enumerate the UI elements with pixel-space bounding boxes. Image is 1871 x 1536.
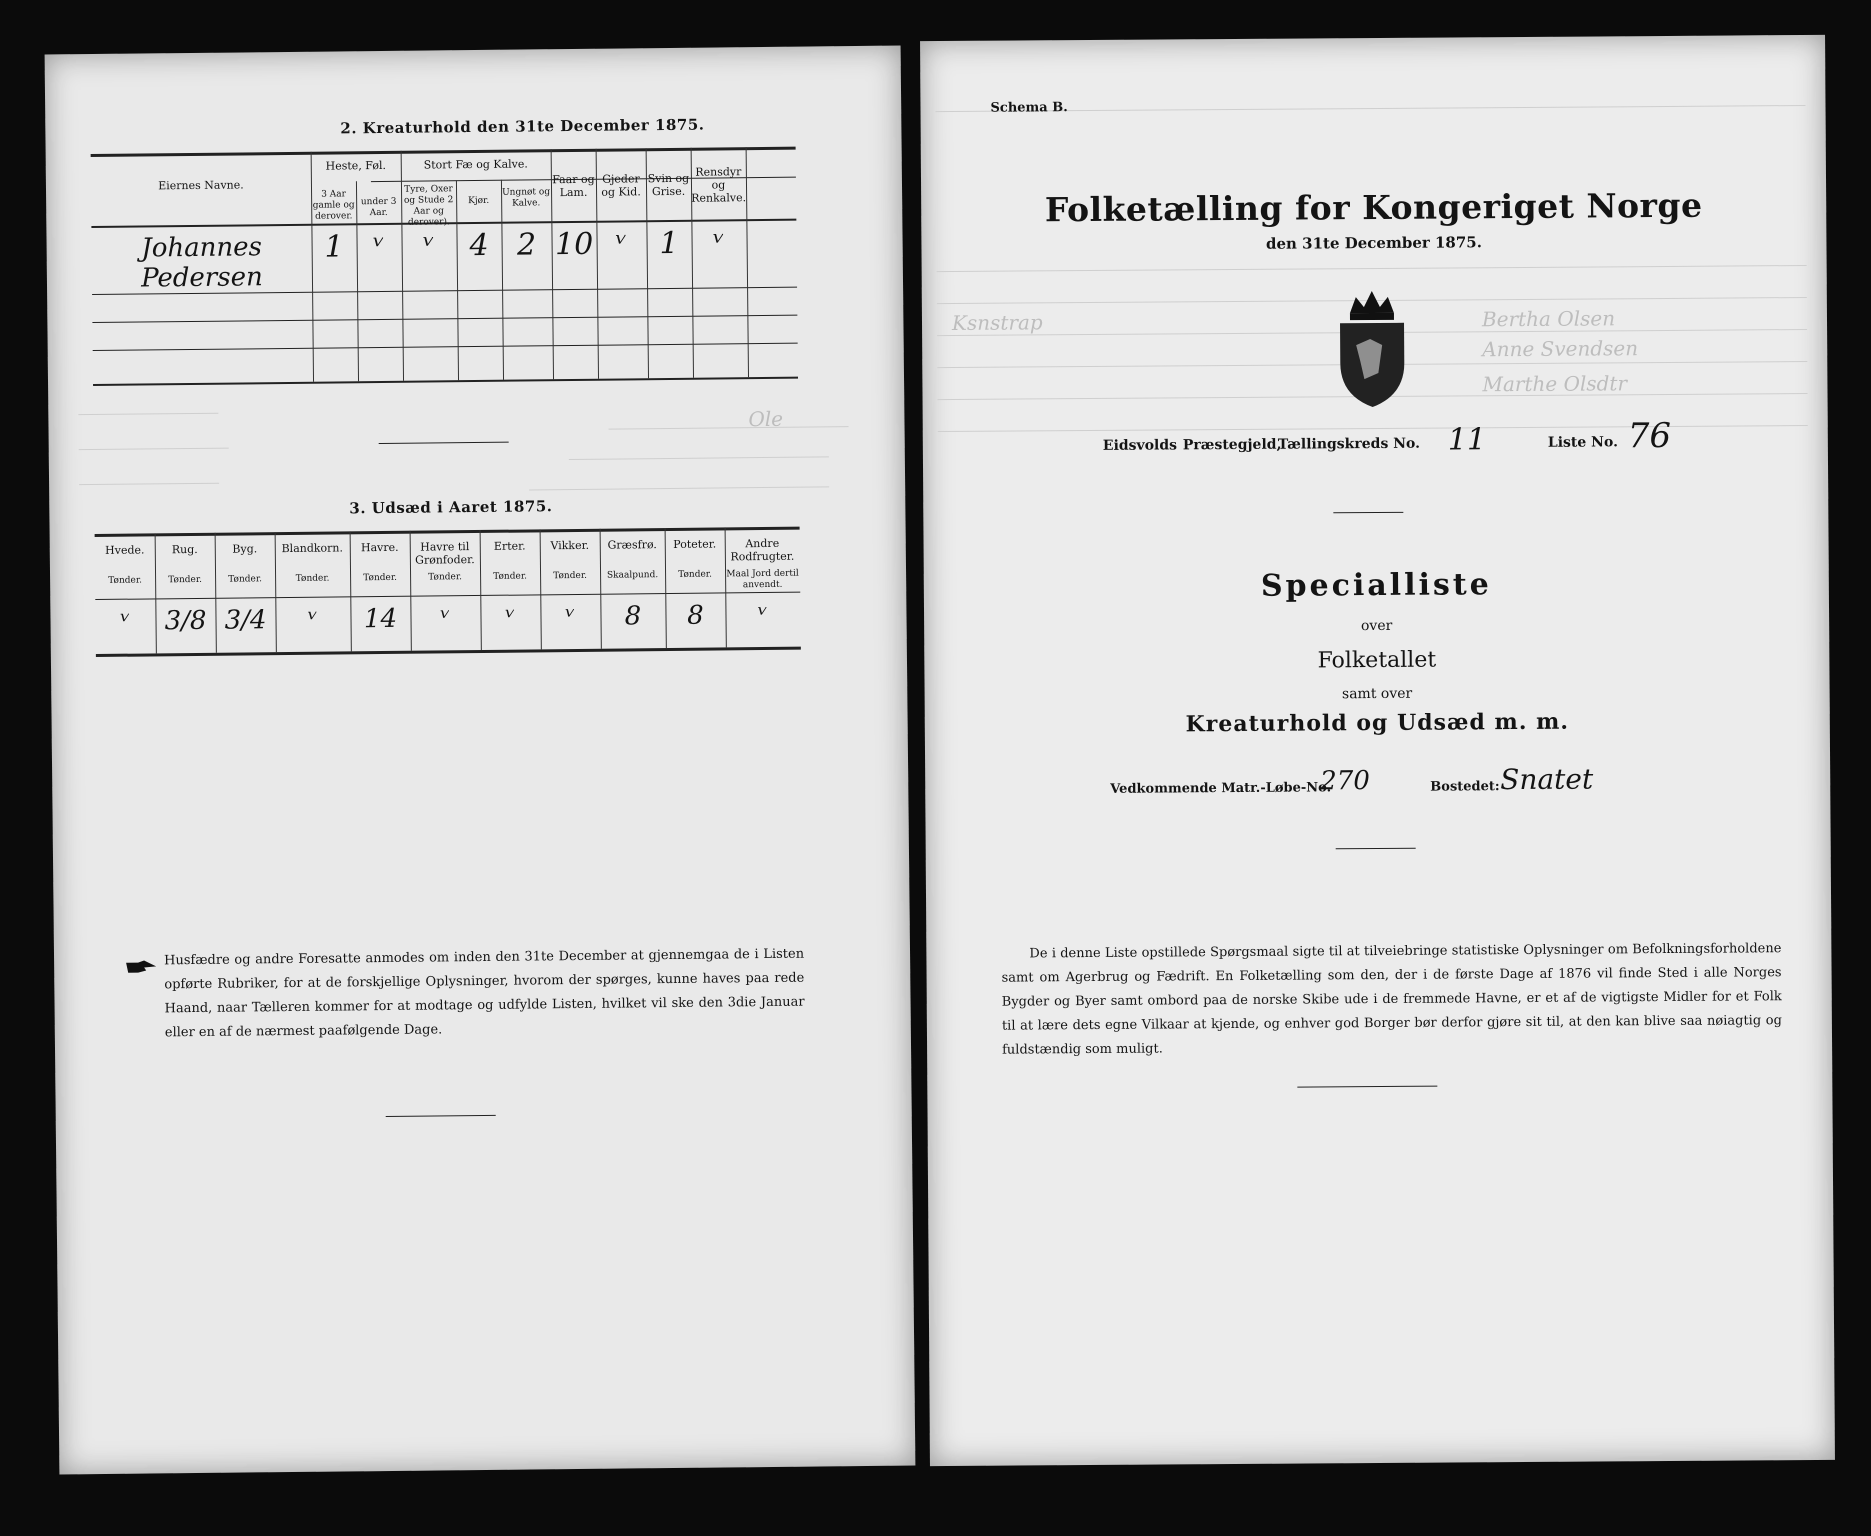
- seed-header-name: Poteter.: [673, 537, 717, 551]
- list-label: Liste No.: [1547, 434, 1618, 451]
- value-cattle-cows: 4: [469, 227, 489, 264]
- seed-value: ᵛ: [120, 606, 131, 637]
- seed-value: 3/4: [224, 605, 267, 636]
- value-horses-3plus: 1: [324, 229, 344, 265]
- seed-header-unit: Tønder.: [428, 572, 463, 583]
- seed-header-unit: Tønder.: [678, 569, 713, 580]
- parish-label: Præstegjeld,: [1182, 436, 1282, 454]
- bosted-label: Bostedet:: [1430, 779, 1500, 795]
- header-cattle-young: Ungnøt og Kalve.: [501, 187, 551, 209]
- seed-header-name: Havre.: [360, 540, 399, 555]
- seed-value: ᵛ: [757, 599, 768, 631]
- main-title: Folketælling for Kongeriget Norge: [1044, 185, 1703, 230]
- district-label: Tællingskreds No.: [1277, 435, 1420, 453]
- folketallet-text: Folketallet: [1317, 647, 1437, 674]
- section3-title: 3. Udsæd i Aaret 1875.: [349, 497, 553, 518]
- left-page: Ole 2. Kreaturhold den 31te December 1875. Eiernes Navne. Heste, Føl. 3 Aar gamle og derover. under 3 Aar. Stort Fæ og Kalve. Tyre, Oxer og Stude 2 Aar og derover). Kjør. Ungnøt og Kalve. Faar og Lam. Gjeder og Kid. Svin og Grise. Rensdyr og Renkalve. Johannes Pedersen 1 ᵛ ᵛ 4 2 10 ᵛ 1 ᵛ 3. Udsæd i Aaret 1875. Hvede. Tønder. ᵛ Rug. Tønder. 3/8 Byg. Tønder. 3/4 Blandkorn. Tønder. ᵛ Havre. Tønder. 14 Havre til Grønfoder. Tønder. ᵛ Erter. Tønder. ᵛ Vikker. Tønder. ᵛ Græsfrø. Skaalpund. 8 Poteter. Tønder. 8 Andre Rodfrugter. Maal Jord dertil anvendt. ᵛ Husfædre og andre Foresatte anmodes om inden den 31te December at gjennemgaa de i Listen opførte Rubriker, for at de forskjellige Oplysninger, hvorom der spørges, kunne haves paa rede Haand, naar Tælleren kommer for at modtage og udfylde Listen, hvilket vil ske den 3die Januar eller en af de nærmest paafølgende Dage.: [45, 46, 916, 1475]
- seed-header-unit: Tønder.: [228, 574, 263, 585]
- over-text: over: [1360, 617, 1393, 635]
- value-horses-under3: ᵛ: [373, 228, 385, 265]
- owner-name: Johannes Pedersen: [140, 232, 263, 294]
- seed-header-unit: Tønder.: [363, 572, 398, 584]
- coat-of-arms-icon: [1322, 283, 1423, 414]
- seed-value: ᵛ: [505, 602, 516, 633]
- header-sheep: Faar og Lam.: [552, 172, 595, 200]
- seed-header-unit: Tønder.: [553, 570, 588, 582]
- value-pigs: 1: [659, 225, 679, 262]
- kreaturhold-text: Kreaturhold og Udsæd m. m.: [1185, 708, 1570, 738]
- value-reindeer: ᵛ: [713, 225, 725, 261]
- seed-header-name: Græsfrø.: [607, 538, 657, 552]
- value-sheep: 10: [554, 226, 594, 263]
- seed-header-name: Blandkorn.: [281, 541, 344, 556]
- bosted-value: Snatet: [1500, 762, 1594, 797]
- pointing-hand-icon: [124, 958, 152, 974]
- seed-header-unit: Skaalpund.: [606, 570, 659, 581]
- list-number: 76: [1627, 415, 1672, 457]
- header-cattle-bulls: Tyre, Oxer og Stude 2 Aar og derover).: [403, 184, 454, 228]
- header-goats: Gjeder og Kid.: [601, 172, 641, 199]
- header-cattle: Stort Fæ og Kalve.: [423, 157, 528, 172]
- district-number: 11: [1447, 422, 1487, 458]
- seed-header-name: Andre Rodfrugter.: [730, 536, 795, 564]
- seed-header-name: Hvede.: [105, 543, 145, 557]
- specialliste-heading: Specialliste: [1260, 567, 1492, 604]
- seed-value: 14: [363, 603, 398, 635]
- matr-number: 270: [1320, 766, 1370, 797]
- seed-value: 3/8: [164, 605, 207, 637]
- matr-label: Vedkommende Matr.-Løbe-No.: [1110, 780, 1332, 797]
- header-cattle-cows: Kjør.: [468, 195, 490, 207]
- value-cattle-bulls: ᵛ: [423, 228, 435, 264]
- header-owner: Eiernes Navne.: [158, 178, 244, 193]
- seed-value: 8: [624, 601, 642, 632]
- footer-text: De i denne Liste opstillede Spørgsmaal sigte til at tilveiebringe statistiske Oplysninger om Befolkningsforholdene samt om Agerbrug og Fædrift. En Folketælling som den, der i de første Dage af 1876 vil finde Sted i alle Norges Bygder og Byer samt ombord paa de norske Skibe ude i de fremmede Havne, er et af de vigtigste Midler for et Folk til at lære dets egne Vilkaar at kjende, og enhver god Borger bør derfor gjøre sit til, at den kan blive saa nøiagtig og fuldstændig som muligt.: [1001, 941, 1782, 1058]
- seed-header-unit: Tønder.: [295, 573, 330, 584]
- header-pigs: Svin og Grise.: [647, 171, 690, 199]
- seed-header-name: Byg.: [232, 542, 258, 556]
- seed-header-unit: Tønder.: [108, 575, 143, 586]
- header-horses-3plus: 3 Aar gamle og derover.: [312, 189, 355, 222]
- notice-text: Husfædre og andre Foresatte anmodes om inden den 31te December at gjennemgaa de i Listen opførte Rubriker, for at de forskjellige Oplysninger, hvorom der spørges, kunne haves paa rede Haand, naar Tælleren kommer for at modtage og udfylde Listen, hvilket vil ske den 3die Januar eller en af de nærmest paafølgende Dage.: [164, 946, 805, 1041]
- seed-header-name: Havre til Grønfoder.: [415, 540, 475, 567]
- header-horses: Heste, Føl.: [325, 158, 387, 173]
- seed-value: 8: [687, 600, 704, 631]
- seed-value: ᵛ: [308, 604, 319, 635]
- seed-header-unit: Tønder.: [168, 574, 203, 586]
- schema-label: Schema B.: [990, 100, 1068, 116]
- header-horses-under3: under 3 Aar.: [360, 196, 397, 219]
- seed-header-name: Vikker.: [550, 538, 590, 553]
- main-subtitle: den 31te December 1875.: [1265, 233, 1483, 253]
- seed-header-unit: Tønder.: [493, 571, 528, 582]
- value-cattle-young: 2: [516, 227, 537, 263]
- seed-value: ᵛ: [440, 603, 451, 634]
- parish-name: Eidsvolds: [1102, 437, 1178, 454]
- header-reindeer: Rensdyr og Renkalve.: [691, 165, 747, 205]
- samt-over-text: samt over: [1341, 685, 1413, 703]
- seed-header-unit: Maal Jord dertil anvendt.: [726, 568, 799, 591]
- seed-header-name: Erter.: [493, 539, 526, 553]
- section2-title: 2. Kreaturhold den 31te December 1875.: [340, 115, 705, 138]
- seed-header-name: Rug.: [171, 542, 198, 557]
- right-page: Ksnstrap Bertha Olsen Anne Svendsen Marthe Olsdtr Schema B. Folketælling for Kongeriget Norge den 31te December 1875. Eidsvolds Præstegjeld, Tællingskreds No. 11 Liste No. 76 Specialliste over Folketallet samt over Kreaturhold og Udsæd m. m. Vedkommende Matr.-Løbe-No. 270 Bostedet: Snatet De i denne Liste opstillede Spørgsmaal sigte til at tilveiebringe statistiske Oplysninger om Befolkningsforholdene samt om Agerbrug og Fædrift. En Folketælling som den, der i de første Dage af 1876 vil finde Sted i alle Norges Bygder og Byer samt ombord paa de norske Skibe ude i de fremmede Havne, er et af de vigtigste Midler for et Folk til at lære dets egne Vilkaar at kjende, og enhver god Borger bør derfor gjøre sit til, at den kan blive saa nøiagtig og fuldstændig som muligt.: [920, 35, 1835, 1466]
- seed-value: ᵛ: [565, 601, 576, 633]
- value-goats: ᵛ: [615, 226, 628, 262]
